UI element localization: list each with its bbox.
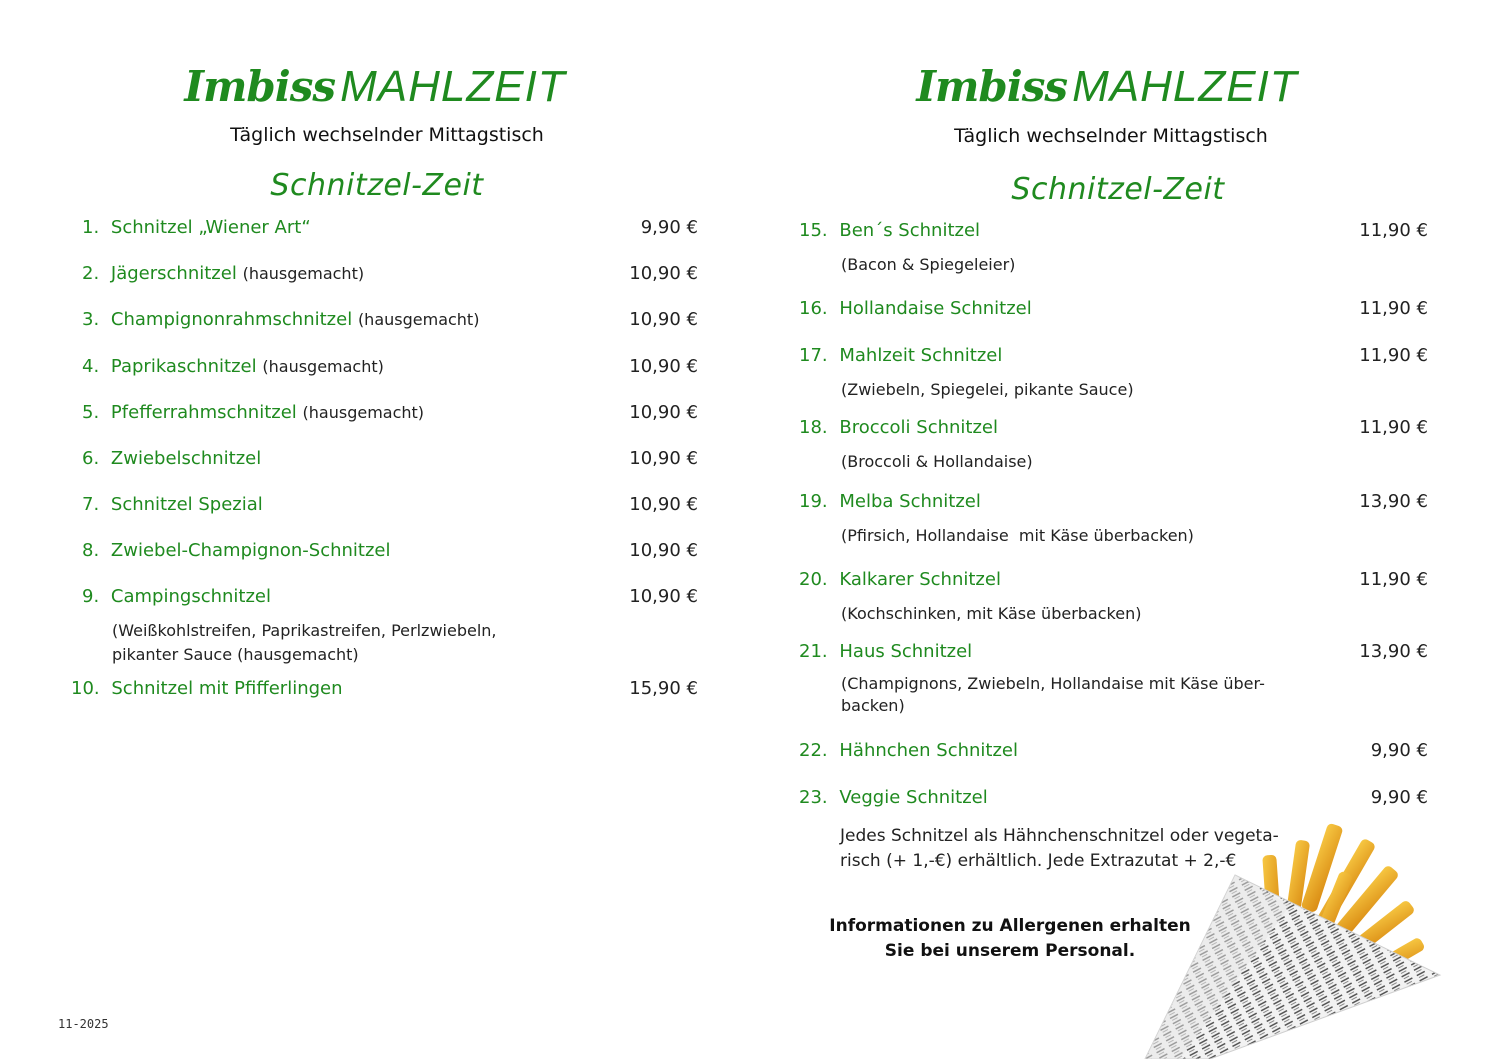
menu-item: 8. Zwiebel-Champignon-Schnitzel [82,540,391,561]
menu-item: 15. Ben´s Schnitzel [799,220,981,241]
item-price: 9,90 € [1370,740,1428,761]
item-price: 10,90 € [629,494,698,515]
menu-item: 22. Hähnchen Schnitzel [799,740,1018,761]
item-description: (Broccoli & Hollandaise) [841,452,1033,471]
page-subtitle: Täglich wechselnder Mittagstisch [230,124,544,146]
menu-item: 19. Melba Schnitzel [799,491,981,512]
menu-item: 6. Zwiebelschnitzel [82,448,262,469]
item-price: 9,90 € [1370,787,1428,808]
menu-item: 9. Campingschnitzel [82,586,271,607]
item-description: (Bacon & Spiegeleier) [841,255,1016,274]
item-price: 9,90 € [640,217,698,238]
menu-item: 18. Broccoli Schnitzel [799,417,998,438]
item-description: (Zwiebeln, Spiegelei, pikante Sauce) [841,380,1134,399]
item-description: (Pfirsich, Hollandaise mit Käse überbacken) [841,526,1194,545]
print-date: 11-2025 [58,1017,109,1031]
item-price: 11,90 € [1359,298,1428,319]
section-title: Schnitzel-Zeit [1011,172,1225,207]
menu-item: 1. Schnitzel „Wiener Art“ [82,217,311,238]
item-price: 13,90 € [1359,491,1428,512]
item-price: 10,90 € [629,402,698,423]
item-price: 11,90 € [1359,345,1428,366]
item-price: 10,90 € [629,586,698,607]
menu-item: 7. Schnitzel Spezial [82,494,263,515]
menu-item: 5. Pfefferrahmschnitzel (hausgemacht) [82,402,425,423]
menu-item: 23. Veggie Schnitzel [799,787,988,808]
newspaper-cone [1145,875,1440,1059]
item-price: 11,90 € [1359,569,1428,590]
menu-item: 21. Haus Schnitzel [799,641,973,662]
item-price: 10,90 € [629,263,698,284]
item-price: 10,90 € [629,356,698,377]
menu-item: 10. Schnitzel mit Pfifferlingen [71,678,343,699]
item-price: 11,90 € [1359,417,1428,438]
item-description: (Champignons, Zwiebeln, Hollandaise mit Käse über- backen) [841,674,1265,715]
item-price: 10,90 € [629,448,698,469]
fineprint-note: Jedes Schnitzel als Hähnchenschnitzel oder vegeta- risch (+ 1,-€) erhältlich. Jede Extrazutat + 2,-€ [840,826,1279,871]
item-price: 15,90 € [629,678,698,699]
brand-logo: Imbiss MAHLZEIT [916,62,1298,111]
item-price: 13,90 € [1359,641,1428,662]
item-description: (Kochschinken, mit Käse überbacken) [841,604,1142,623]
item-price: 10,90 € [629,540,698,561]
menu-item: 2. Jägerschnitzel (hausgemacht) [82,263,365,284]
item-price: 11,90 € [1359,220,1428,241]
menu-item: 3. Champignonrahmschnitzel (hausgemacht) [82,309,480,330]
page-subtitle: Täglich wechselnder Mittagstisch [954,125,1268,147]
item-price: 10,90 € [629,309,698,330]
section-title: Schnitzel-Zeit [270,168,484,203]
french-fries-illustration [1140,815,1450,1059]
menu-item: 20. Kalkarer Schnitzel [799,569,1001,590]
menu-item: 16. Hollandaise Schnitzel [799,298,1032,319]
menu-item: 4. Paprikaschnitzel (hausgemacht) [82,356,384,377]
brand-logo: Imbiss MAHLZEIT [184,62,566,111]
menu-item: 17. Mahlzeit Schnitzel [799,345,1003,366]
allergen-notice: Informationen zu Allergenen erhalten Sie bei unserem Personal. [829,916,1191,961]
item-description: (Weißkohlstreifen, Paprikastreifen, Perlzwiebeln, pikanter Sauce (hausgemacht) [112,621,497,664]
